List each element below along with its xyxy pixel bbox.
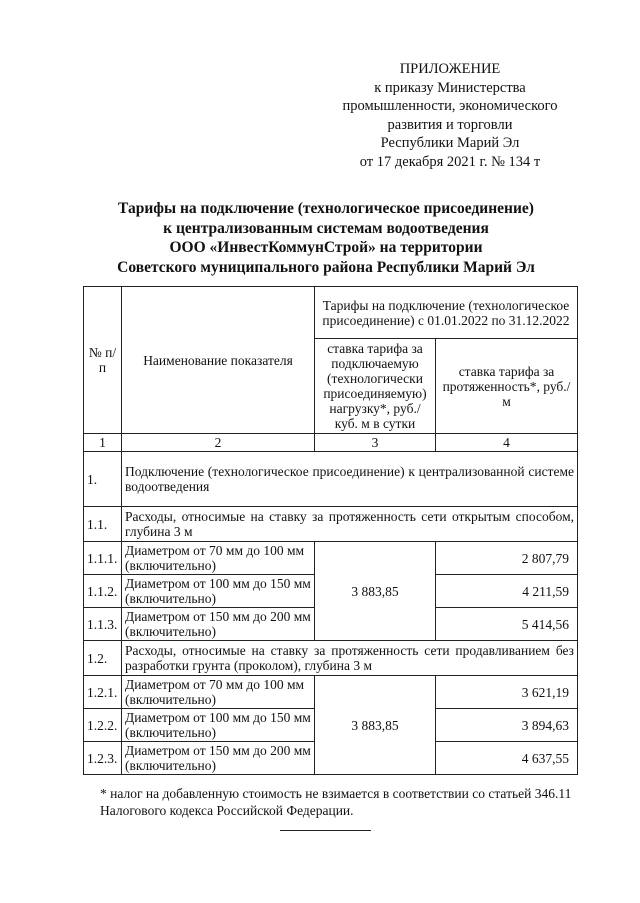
tariffs-table xyxy=(83,286,578,775)
table-row xyxy=(84,676,578,709)
row-length-rate: 4 211,59 xyxy=(436,575,578,608)
index-cell: 2 xyxy=(122,434,315,452)
row-name: Диаметром от 70 мм до 100 мм (включительно) xyxy=(122,676,315,709)
appendix-line: от 17 декабря 2021 г. № 134 т xyxy=(359,153,541,170)
row-name: Расходы, относимые на ставку за протяженность сети продавливанием без разработки грунта (проколом), глубина 3 м xyxy=(122,641,578,676)
appendix-line: Республики Марий Эл xyxy=(380,135,520,151)
row-length-rate: 2 807,79 xyxy=(436,542,578,575)
row-name: Диаметром от 100 мм до 150 мм (включительно) xyxy=(122,575,315,608)
row-load-rate: 3 883,85 xyxy=(315,542,436,641)
appendix-heading: ПРИЛОЖЕНИЕ xyxy=(399,61,501,77)
appendix-line: развития и торговли xyxy=(387,116,513,133)
table-header-row xyxy=(84,287,578,339)
header-rate-length: ставка тарифа за протяженность*, руб./м xyxy=(436,339,578,434)
row-num: 1.1. xyxy=(84,507,122,542)
row-name: Диаметром от 70 мм до 100 мм (включительно) xyxy=(122,542,315,575)
row-name: Диаметром от 150 мм до 200 мм (включительно) xyxy=(122,608,315,641)
row-name: Подключение (технологическое присоединение) к централизованной системе водоотведения xyxy=(122,452,578,507)
row-num: 1.2. xyxy=(84,641,122,676)
row-num: 1.1.3. xyxy=(84,608,122,641)
index-cell: 1 xyxy=(84,434,122,452)
index-cell: 4 xyxy=(436,434,578,452)
table-index-row xyxy=(84,434,578,452)
row-name: Диаметром от 150 мм до 200 мм (включительно) xyxy=(122,742,315,775)
row-num: 1.1.2. xyxy=(84,575,122,608)
row-length-rate: 3 894,63 xyxy=(436,709,578,742)
row-num: 1. xyxy=(84,452,122,507)
row-num: 1.2.1. xyxy=(84,676,122,709)
row-num: 1.1.1. xyxy=(84,542,122,575)
table-row xyxy=(84,542,578,575)
title-line: ООО «ИнвестКоммунСтрой» на территории xyxy=(169,239,483,256)
header-rate-load: ставка тарифа за подключаемую (технологически присоединяемую) нагрузку*, руб./куб. м в сутки xyxy=(315,339,436,434)
footnote-line: Налогового кодекса Российской Федерации. xyxy=(100,802,354,818)
title-line: Тарифы на подключение (технологическое присоединение) xyxy=(118,200,534,217)
row-num: 1.2.2. xyxy=(84,709,122,742)
header-num: № п/п xyxy=(84,287,122,434)
row-name: Диаметром от 100 мм до 150 мм (включительно) xyxy=(122,709,315,742)
footnote-line: * налог на добавленную стоимость не взимается в соответствии со статьей 346.11 xyxy=(100,786,572,801)
row-name: Расходы, относимые на ставку за протяженность сети открытым способом, глубина 3 м xyxy=(122,507,578,542)
row-num: 1.2.3. xyxy=(84,742,122,775)
document-title xyxy=(92,199,560,277)
appendix-block xyxy=(300,60,600,171)
table-row xyxy=(84,507,578,542)
appendix-line: к приказу Министерства xyxy=(374,79,526,96)
header-name: Наименование показателя xyxy=(122,287,315,434)
row-length-rate: 5 414,56 xyxy=(436,608,578,641)
title-line: Советского муниципального района Республики Марий Эл xyxy=(117,258,535,276)
footnote xyxy=(100,786,580,819)
table-row xyxy=(84,452,578,507)
header-tariff-group: Тарифы на подключение (технологическое присоединение) с 01.01.2022 по 31.12.2022 xyxy=(315,287,578,339)
row-length-rate: 4 637,55 xyxy=(436,742,578,775)
row-load-rate: 3 883,85 xyxy=(315,676,436,775)
index-cell: 3 xyxy=(315,434,436,452)
row-length-rate: 3 621,19 xyxy=(436,676,578,709)
appendix-line: промышленности, экономического xyxy=(342,98,558,114)
title-line: к централизованным системам водоотведения xyxy=(163,219,489,237)
table-row xyxy=(84,641,578,676)
closing-rule xyxy=(280,830,371,831)
